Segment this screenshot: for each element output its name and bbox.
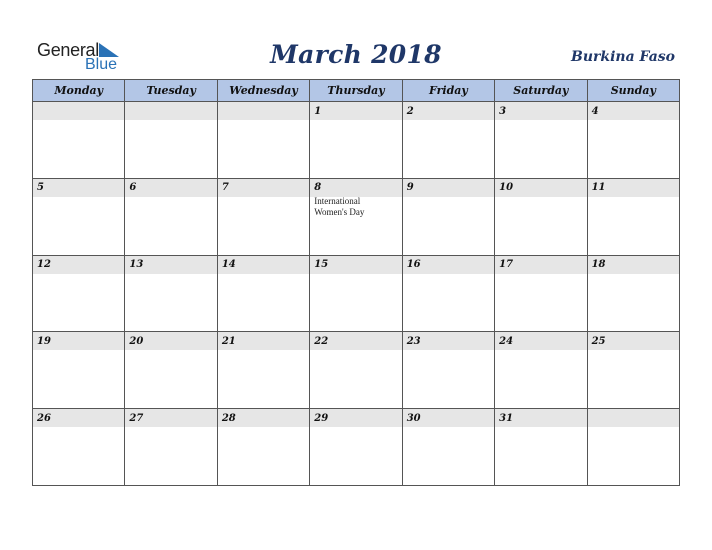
day-cell [33,102,125,179]
day-number: 6 [125,179,216,197]
day-cell [310,102,402,179]
day-number: 2 [403,102,494,120]
day-cell [125,332,217,409]
day-number: 4 [588,102,679,120]
day-number: 17 [495,256,586,274]
day-cell [588,409,680,486]
day-number: 26 [33,409,124,427]
logo-text-blue: Blue [85,56,118,73]
day-number: 7 [218,179,309,197]
weekday-header-monday: Monday [33,80,125,102]
day-cell [310,409,402,486]
country-label: Burkina Faso [571,49,675,65]
day-number: 13 [125,256,216,274]
day-cell [588,179,680,256]
day-number: 1 [310,102,401,120]
day-cell [403,409,495,486]
day-cell [403,256,495,333]
weekday-header-friday: Friday [403,80,495,102]
day-number: 15 [310,256,401,274]
day-cell [218,179,310,256]
day-number: 22 [310,332,401,350]
day-number: 23 [403,332,494,350]
calendar-grid [32,79,680,486]
day-cell [495,256,587,333]
day-number: 12 [33,256,124,274]
day-cell [310,332,402,409]
day-cell [218,102,310,179]
weekday-header-tuesday: Tuesday [125,80,217,102]
day-cell [403,179,495,256]
day-number: 5 [33,179,124,197]
day-number [588,409,679,427]
day-cell [495,179,587,256]
day-number: 8 [310,179,401,197]
day-cell [588,102,680,179]
holiday-event: International Women's Day [314,195,365,217]
day-number: 24 [495,332,586,350]
day-cell [218,332,310,409]
weekday-header-sunday: Sunday [588,80,680,102]
day-cell [588,332,680,409]
weekday-header-saturday: Saturday [495,80,587,102]
day-cell [33,256,125,333]
day-number: 18 [588,256,679,274]
day-cell [218,256,310,333]
day-cell [125,256,217,333]
day-cell [310,256,402,333]
day-cell [33,332,125,409]
day-number: 10 [495,179,586,197]
day-cell [33,409,125,486]
day-cell [125,179,217,256]
day-number: 3 [495,102,586,120]
day-number: 14 [218,256,309,274]
day-number [125,102,216,120]
day-cell [125,409,217,486]
day-number: 16 [403,256,494,274]
day-number: 28 [218,409,309,427]
day-cell [403,102,495,179]
day-number: 9 [403,179,494,197]
day-cell [33,179,125,256]
day-number: 11 [588,179,679,197]
day-cell [495,409,587,486]
day-cell [403,332,495,409]
day-number: 20 [125,332,216,350]
day-number: 27 [125,409,216,427]
day-cell [588,256,680,333]
day-number: 29 [310,409,401,427]
page-title: March 2018 [270,40,442,69]
day-number: 25 [588,332,679,350]
day-cell [125,102,217,179]
day-cell [310,179,402,256]
weekday-header-thursday: Thursday [310,80,402,102]
day-number: 21 [218,332,309,350]
day-cell [495,332,587,409]
day-cell [495,102,587,179]
logo-text-general: General [37,40,99,60]
day-cell [218,409,310,486]
day-number: 19 [33,332,124,350]
day-number: 31 [495,409,586,427]
day-number [33,102,124,120]
day-number [218,102,309,120]
weekday-header-wednesday: Wednesday [218,80,310,102]
day-number: 30 [403,409,494,427]
